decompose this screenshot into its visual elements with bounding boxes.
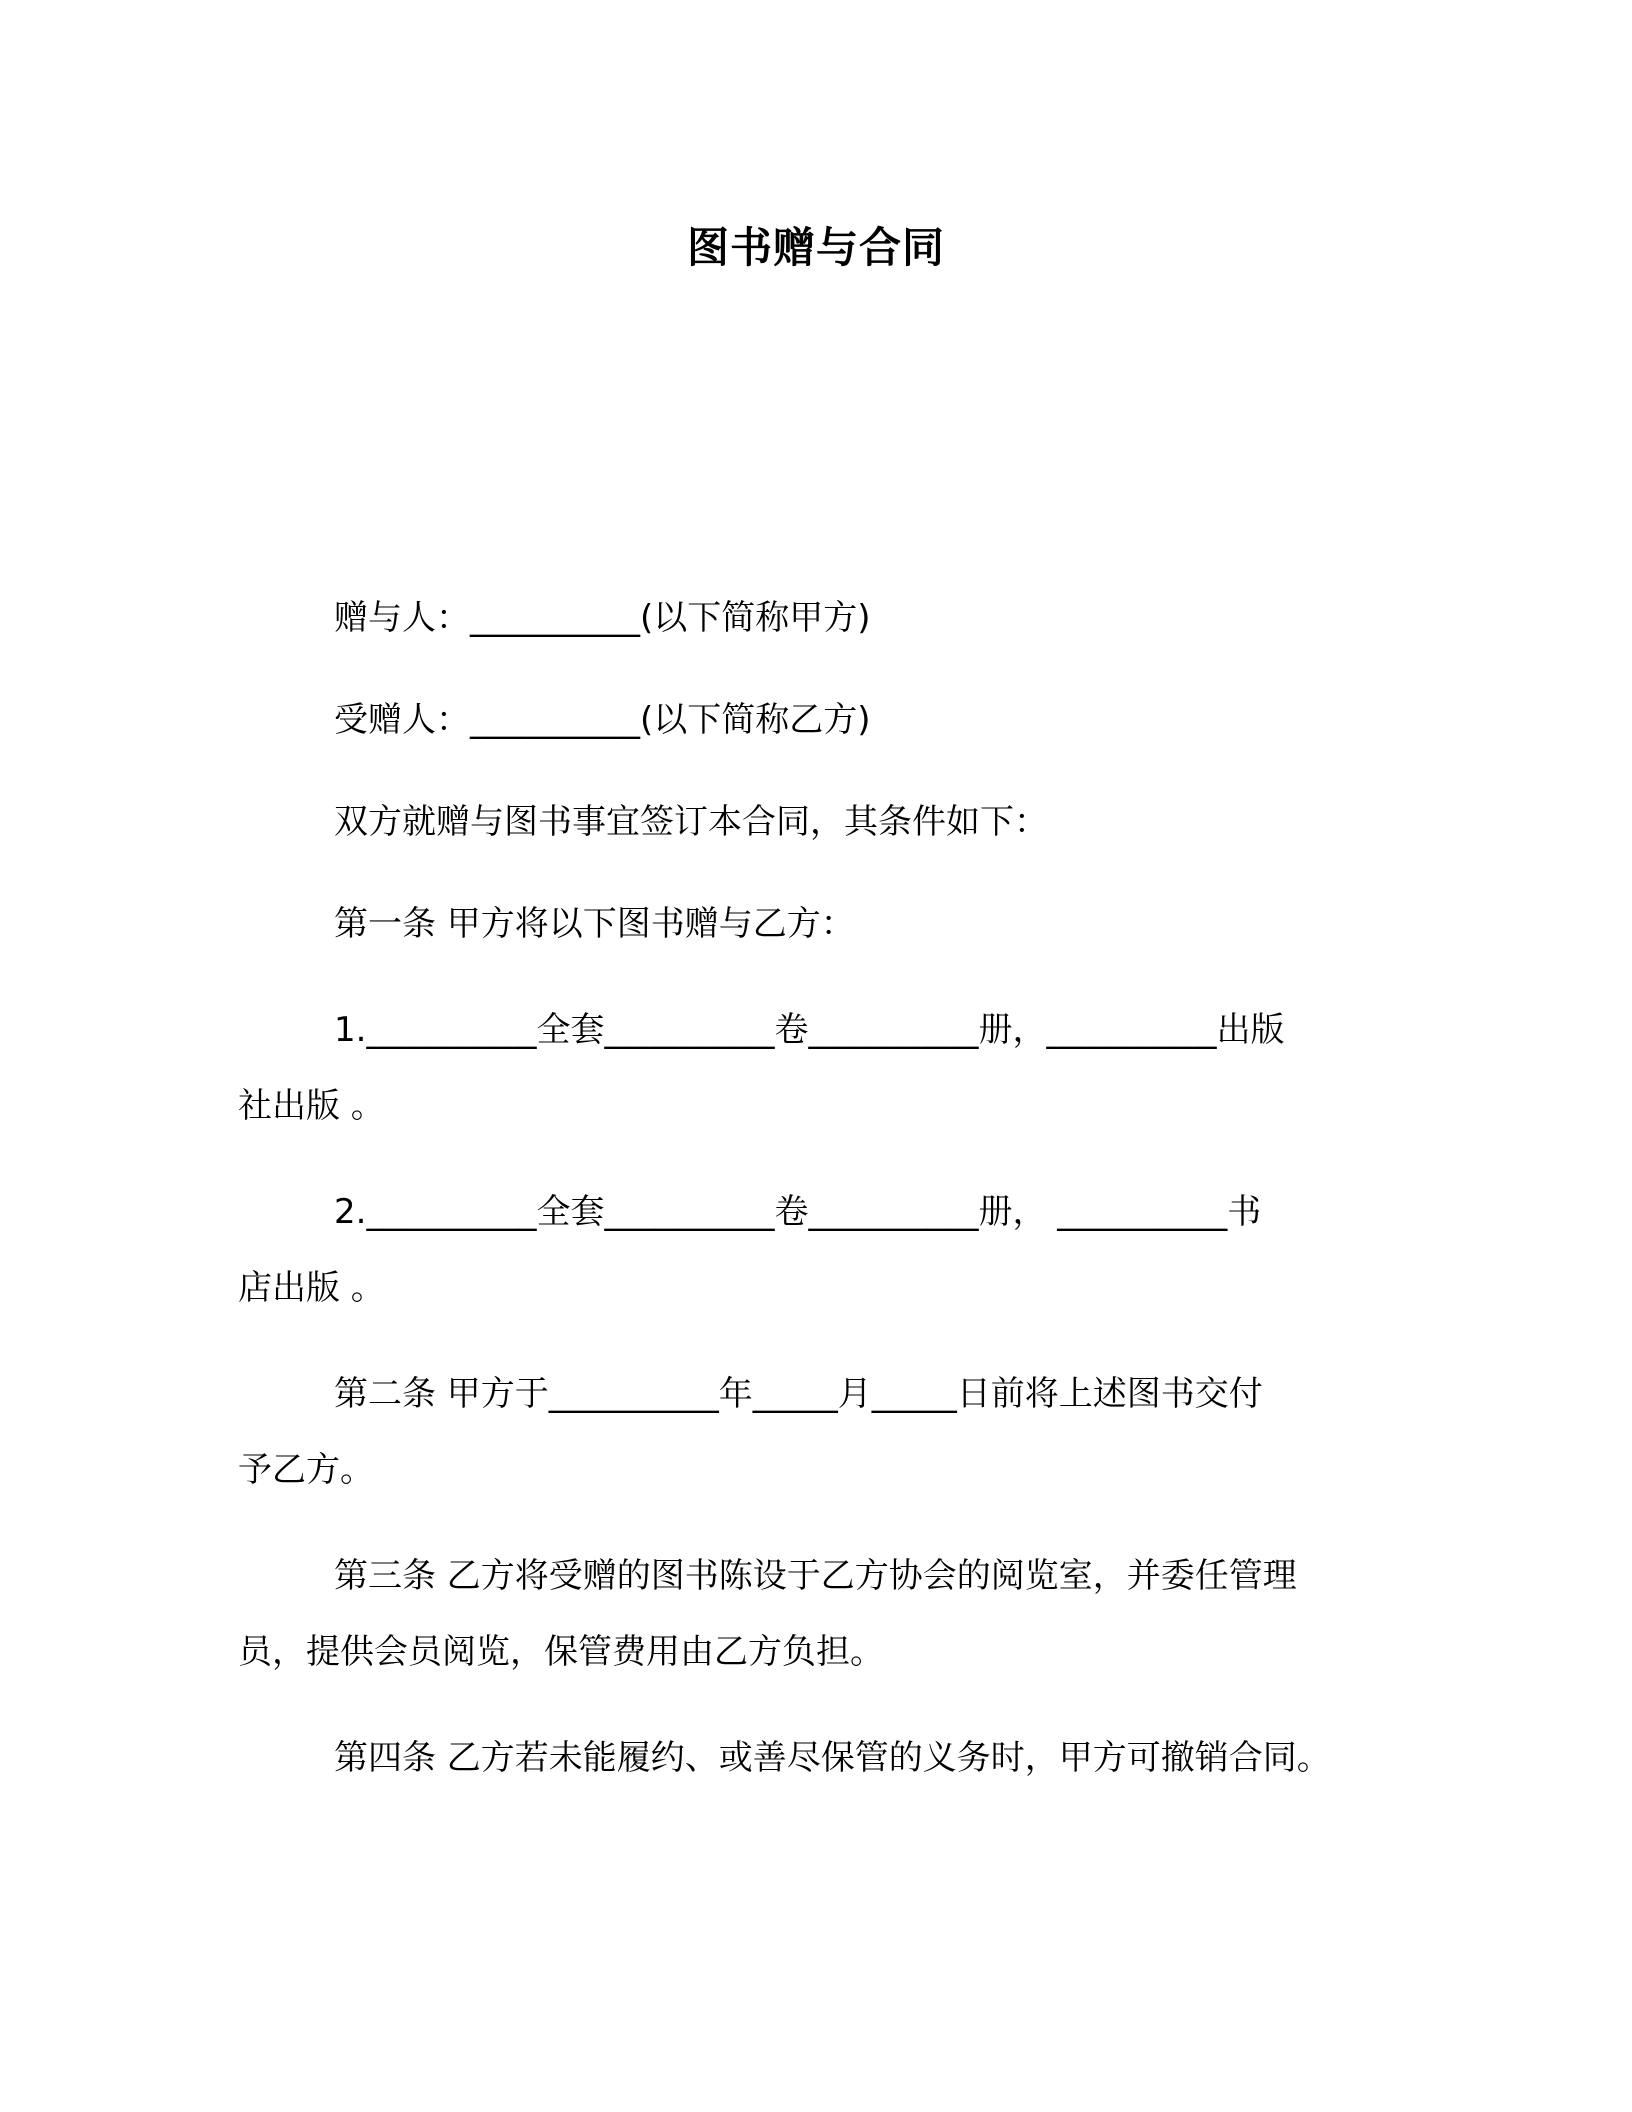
book-item-2-line-1: 2.__________全套__________卷__________册， __________书 [334, 1192, 1262, 1232]
book-item-2-line-2: 店出版 。 [238, 1268, 385, 1308]
preamble-line: 双方就赠与图书事宜签订本合同，其条件如下： [334, 802, 1048, 842]
document-title: 图书赠与合同 [686, 223, 945, 272]
article-3-line-2: 员，提供会员阅览，保管费用由乙方负担。 [238, 1632, 884, 1672]
article-4-line: 第四条 乙方若未能履约、或善尽保管的义务时，甲方可撤销合同。 [334, 1738, 1331, 1778]
article-1-heading: 第一条 甲方将以下图书赠与乙方： [334, 904, 855, 944]
article-3-line-1: 第三条 乙方将受赠的图书陈设于乙方协会的阅览室，并委任管理 [334, 1556, 1297, 1596]
article-2-line-2: 予乙方。 [238, 1450, 374, 1490]
book-item-1-line-1: 1.__________全套__________卷__________册，__________出版 [334, 1010, 1285, 1050]
recipient-line: 受赠人：__________(以下简称乙方) [334, 700, 871, 740]
donor-line: 赠与人：__________(以下简称甲方) [334, 598, 871, 638]
article-2-line-1: 第二条 甲方于__________年_____月_____日前将上述图书交付 [334, 1374, 1263, 1414]
book-item-1-line-2: 社出版 。 [238, 1086, 385, 1126]
